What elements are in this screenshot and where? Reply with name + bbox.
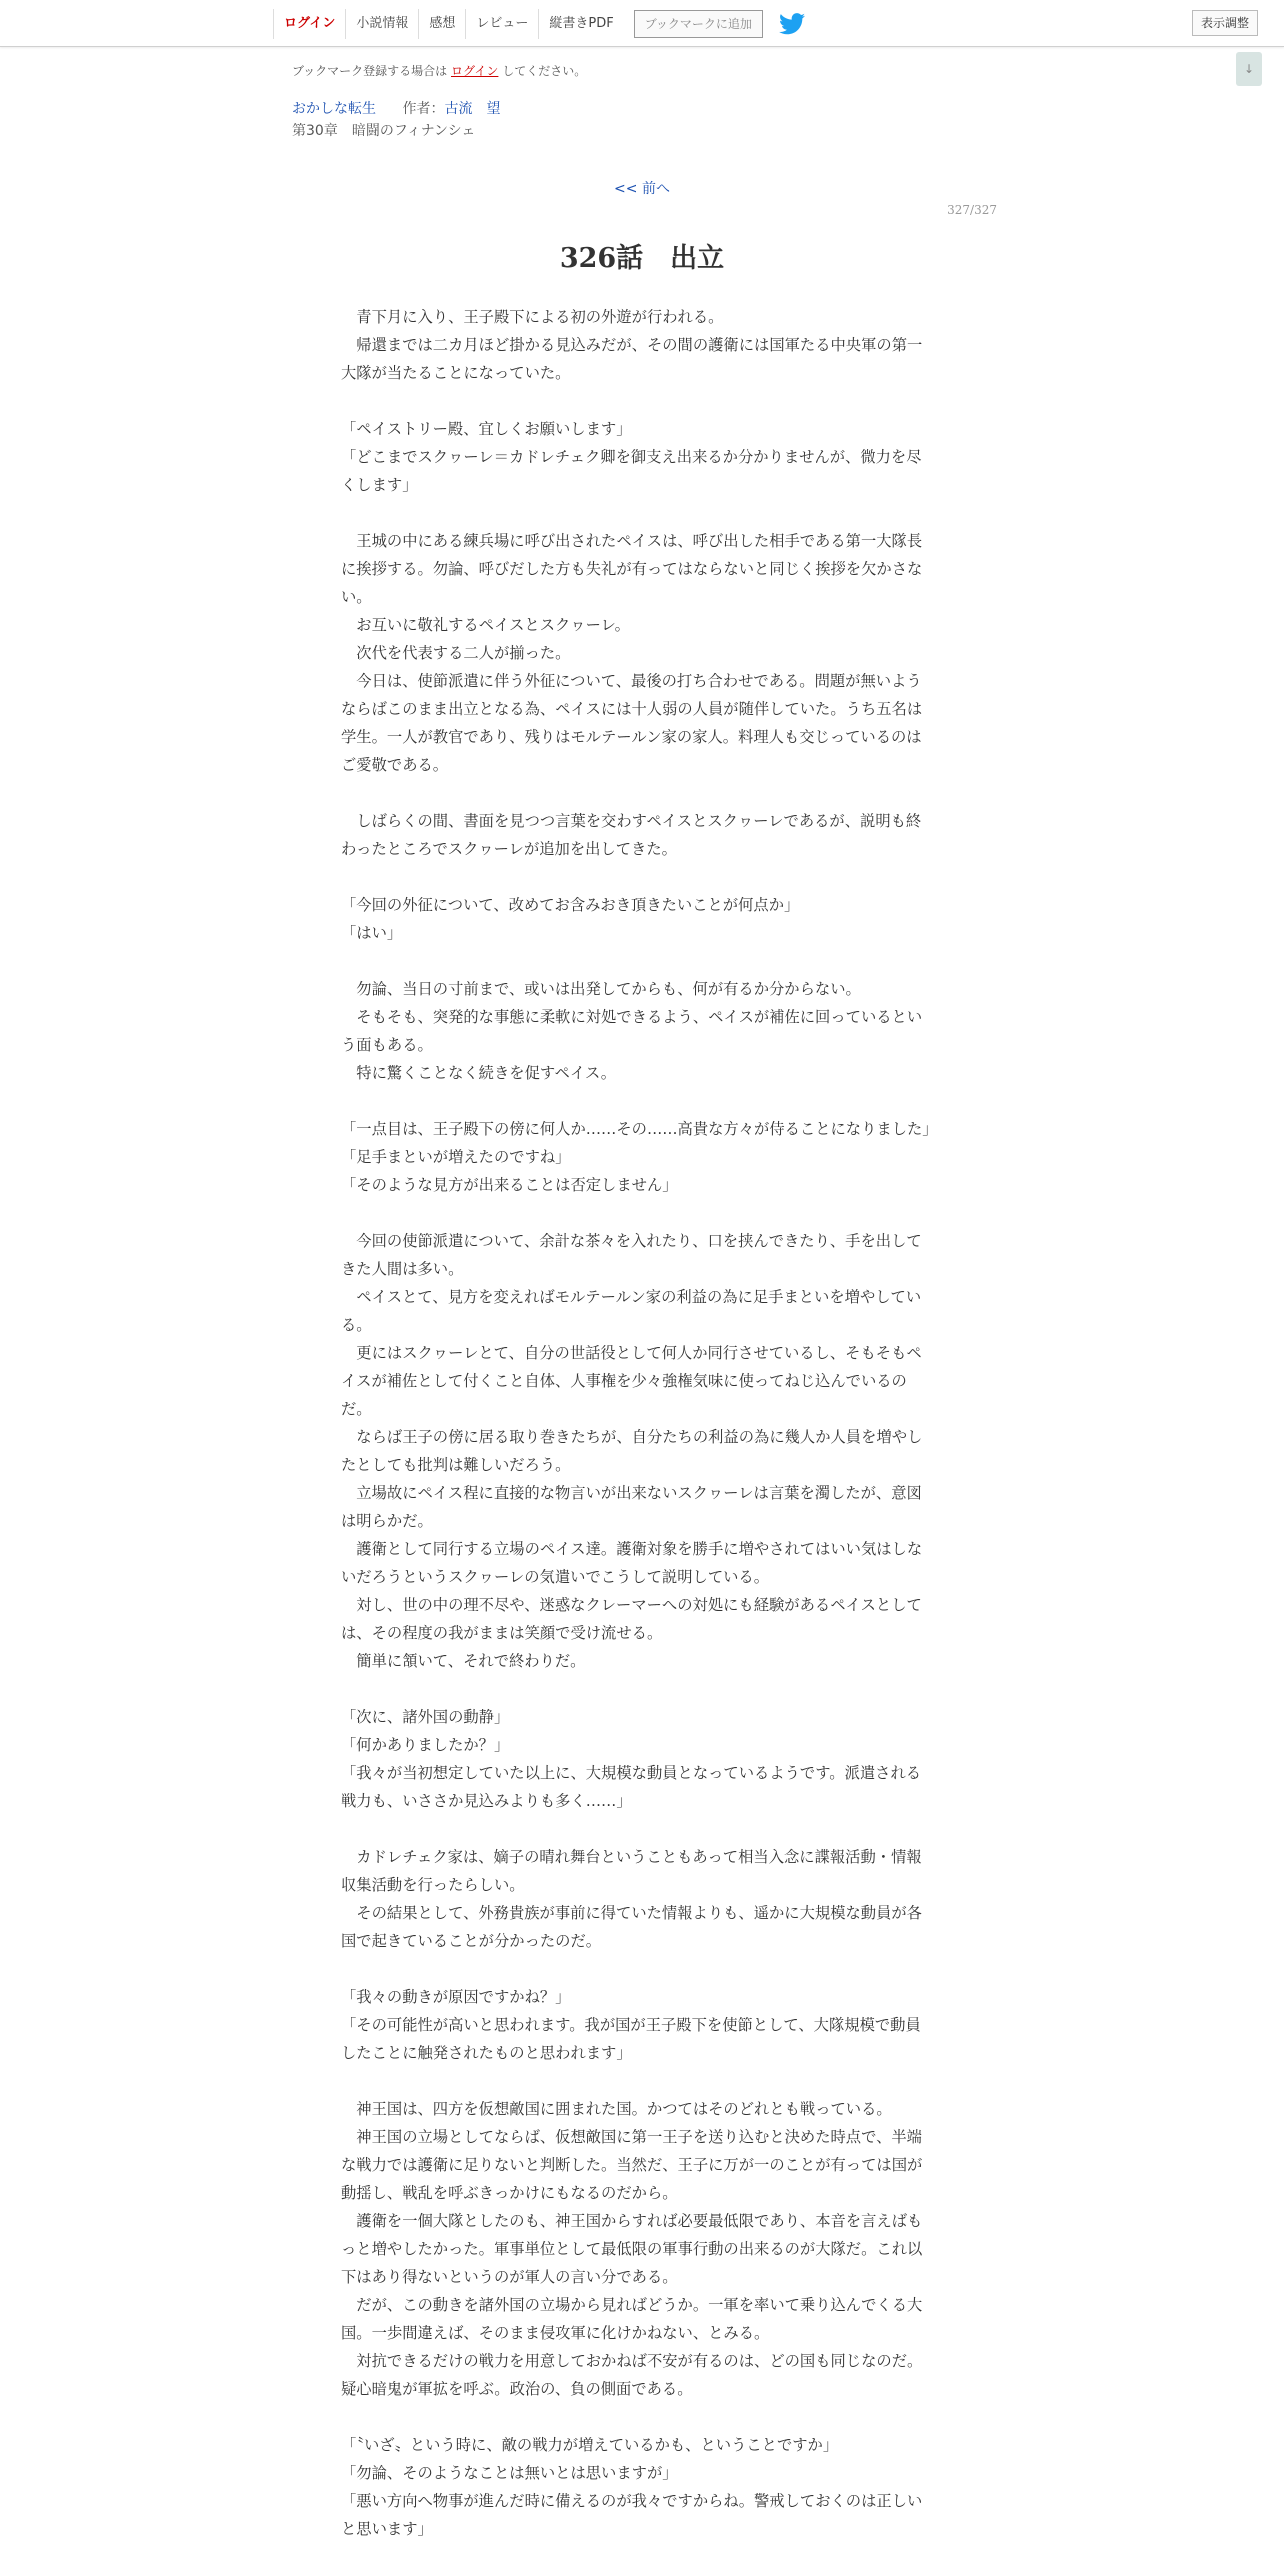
paragraph: 立場故にペイス程に直接的な物言いが出来ないスクヮーレは言葉を濁したが、意図は明らかだ。 [341,1484,922,1530]
paragraph: カドレチェク家は、嫡子の晴れ舞台ということもあって相当入念に諜報活動・情報収集活動を行ったらしい。 [341,1848,922,1894]
paragraph: そもそも、突発的な事態に柔軟に対処できるよう、ペイスが補佐に回っているという面もある。 [341,1008,923,1054]
paragraph: 「どこまでスクヮーレ＝カドレチェク卿を御支え出来るか分かりませんが、微力を尽くします」 [341,448,922,494]
main-nav [273,6,805,42]
nav-vertical-pdf[interactable]: 縦書きPDF [538,9,623,39]
paragraph: ならば王子の傍に居る取り巻きたちが、自分たちの利益の為に幾人か人員を増やしたとしても批判は難しいだろう。 [341,1428,923,1474]
paragraph: 「足手まといが増えたのですね」 [341,1148,571,1166]
paragraph: 「〝いざ〟という時に、敵の戦力が増えているかも、ということですか」 [341,2436,839,2454]
page-number: 327/327 [947,203,997,217]
blank-line [341,387,936,415]
paragraph: 簡単に頷いて、それで終わりだ。 [341,1652,586,1670]
paragraph: 「我々の動きが原因ですかね？」 [341,1988,571,2006]
paragraph: 「その可能性が高いと思われます。我が国が王子殿下を使節として、大隊規模で動員したことに触発されたものと思われます」 [341,2016,921,2062]
nav-novel-info[interactable]: 小説情報 [345,9,418,39]
nav-impressions[interactable]: 感想 [418,9,465,39]
blank-line [341,779,936,807]
paragraph: 今日は、使節派遣に伴う外征について、最後の打ち合わせである。問題が無いようならばこのまま出立となる為、ペイスには十人弱の人員が随伴していた。うち五名は学生。一人が教官であり、残りはモルテールン家の家人。料理人も交じっているのはご愛敬である。 [341,672,923,774]
paragraph: その結果として、外務貴族が事前に得ていた情報よりも、遥かに大規模な動員が各国で起きていることが分かったのだ。 [341,1904,922,1950]
paragraph: 「勿論、そのようなことは無いとは思いますが」 [341,2464,678,2482]
nav-login[interactable]: ログイン [273,9,345,39]
paragraph: ペイスとて、見方を変えればモルテールン家の利益の為に足手まといを増やしている。 [341,1288,922,1334]
author-label: 作者： [402,101,445,117]
blank-line [341,499,936,527]
paragraph: 「はい」 [341,924,403,942]
paragraph: 「何かありましたか？」 [341,1736,510,1754]
paragraph: 勿論、当日の寸前まで、或いは出発してからも、何が有るか分からない。 [341,980,861,998]
add-bookmark-button[interactable]: ブックマークに追加 [634,10,763,38]
episode-title: 326話 出立 [559,243,725,274]
blank-line [341,1199,936,1227]
paragraph: 「そのような見方が出来ることは否定しません」 [341,1176,678,1194]
paragraph: 「一点目は、王子殿下の傍に何人か……その……高貴な方々が侍ることになりました」 [341,1120,938,1138]
author-link[interactable]: 古流 望 [444,101,501,117]
paragraph: 「今回の外征について、改めてお含みおき頂きたいことが何点か」 [341,896,800,914]
blank-line [341,1955,936,1983]
paragraph: 対し、世の中の理不尽や、迷惑なクレーマーへの対処にも経験があるペイスとしては、その程度の我がままは笑顔で受け流せる。 [341,1596,922,1642]
paragraph: 神王国は、四方を仮想敵国に囲まれた国。かつてはそのどれとも戦っている。 [341,2100,892,2118]
paragraph: 帰還までは二カ月ほど掛かる見込みだが、その間の護衛には国軍たる中央軍の第一大隊が当たることになっていた。 [341,336,923,382]
paragraph: 護衛として同行する立場のペイス達。護衛対象を勝手に増やされてはいい気はしないだろうというスクヮーレの気遣いでこうして説明している。 [341,1540,923,1586]
series-breadcrumb [292,98,500,118]
notice-prefix: ブックマーク登録する場合は [292,64,448,78]
blank-line [341,2403,936,2431]
bookmark-login-notice [292,62,586,79]
paragraph: 特に驚くことなく続きを促すペイス。 [341,1064,617,1082]
paragraph: だが、この動きを諸外国の立場から見ればどうか。一軍を率いて乗り込んでくる大国。一歩間違えば、そのまま侵攻軍に化けかねない、とみる。 [341,2296,923,2342]
paragraph: 護衛を一個大隊としたのも、神王国からすれば必要最低限であり、本音を言えばもっと増やしたかった。軍事単位として最低限の軍事行動の出来るのが大隊だ。これ以下はあり得ないというのが軍人の言い分である。 [341,2212,923,2286]
blank-line [341,2067,936,2095]
paragraph: 「次に、諸外国の動静」 [341,1708,510,1726]
paragraph: しばらくの間、書面を見つつ言葉を交わすペイスとスクヮーレであるが、説明も終わったところでスクヮーレが追加を出してきた。 [341,812,922,858]
paragraph: 今回の使節派遣について、余計な茶々を入れたり、口を挟んできたり、手を出してきた人間は多い。 [341,1232,922,1278]
previous-page-link[interactable]: << 前へ [614,181,670,197]
blank-line [341,863,936,891]
paragraph: 青下月に入り、王子殿下による初の外遊が行われる。 [341,308,724,326]
paragraph: 王城の中にある練兵場に呼び出されたペイスは、呼び出した相手である第一大隊長に挨拶する。勿論、呼びだした方も失礼が有ってはならないと同じく挨拶を欠かさない。 [341,532,923,606]
chapter-title: 第30章 暗闘のフィナンシェ [292,123,476,139]
nav-review[interactable]: レビュー [465,9,538,39]
blank-line [341,1087,936,1115]
display-settings-button[interactable]: 表示調整 [1192,10,1258,36]
scroll-down-arrow-icon[interactable]: ↓ [1236,52,1262,86]
blank-line [341,947,936,975]
notice-suffix: してください。 [502,64,587,78]
paragraph: 更にはスクヮーレとて、自分の世話役として何人か同行させているし、そもそもペイスが補佐として付くこと自体、人事権を少々強権気味に使ってねじ込んでいるのだ。 [341,1344,922,1418]
blank-line [341,1815,936,1843]
paragraph: 「ペイストリー殿、宜しくお願いします」 [341,420,632,438]
paragraph: 対抗できるだけの戦力を用意しておかねば不安が有るのは、どの国も同じなのだ。疑心暗鬼が軍拡を呼ぶ。政治の、負の側面である。 [341,2352,923,2398]
paragraph: お互いに敬礼するペイスとスクヮーレ。 [341,616,630,634]
paragraph: 「悪い方向へ物事が進んだ時に備えるのが我々ですからね。警戒しておくのは正しいと思います」 [341,2492,923,2538]
notice-login-link[interactable]: ログイン [451,64,499,78]
twitter-bird-icon[interactable] [779,13,805,35]
paragraph: 神王国の立場としてならば、仮想敵国に第一王子を送り込むと決めた時点で、半端な戦力では護衛に足りないと判断した。当然だ、王子に万が一のことが有っては国が動揺し、戦乱を呼ぶきっかけにもなるのだから。 [341,2128,923,2202]
paragraph: 「我々が当初想定していた以上に、大規模な動員となっているようです。派遣される戦力も、いささか見込みよりも多く……」 [341,1764,922,1810]
blank-line [341,1675,936,1703]
novel-body-text [341,303,936,2543]
series-title-link[interactable]: おかしな転生 [292,101,376,117]
top-navigation-bar [0,0,1284,47]
paragraph: 次代を代表する二人が揃った。 [341,644,571,662]
